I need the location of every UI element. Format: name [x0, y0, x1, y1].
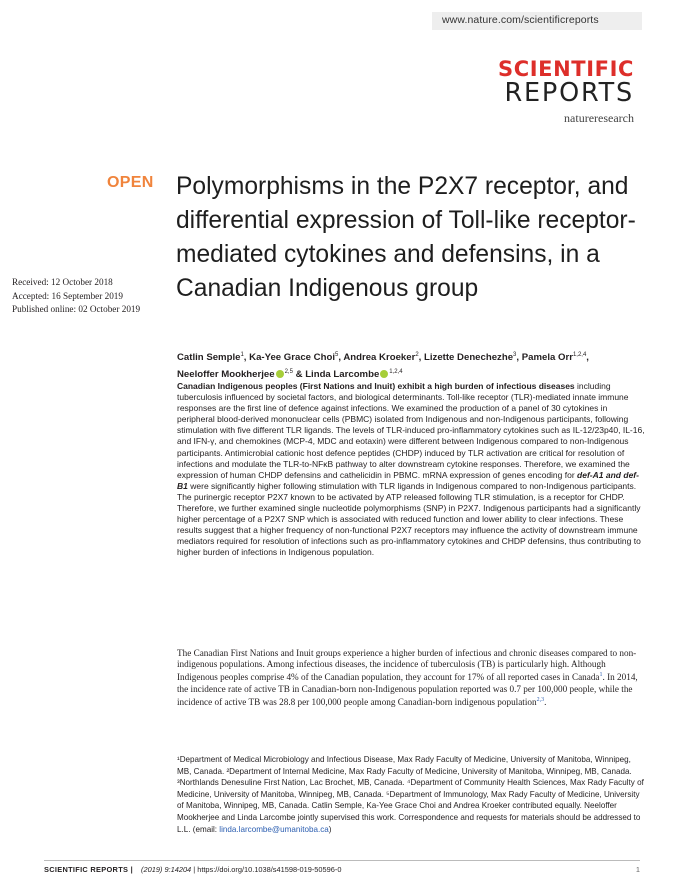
affiliation-ref: 2,5 — [284, 369, 293, 376]
author-name[interactable]: Neeloffer Mookherjee — [177, 369, 275, 381]
footer-doi[interactable]: | https://doi.org/10.1038/s41598-019-50596-0 — [193, 865, 342, 874]
author-separator: , — [418, 352, 424, 364]
author-name[interactable]: Pamela Orr — [521, 352, 573, 364]
footer-divider — [44, 860, 640, 861]
affiliation-ref: 2 — [415, 352, 419, 358]
body-paragraph — [177, 648, 647, 708]
author-separator: & — [292, 369, 306, 381]
body-text: The Canadian First Nations and Inuit groups experience a higher burden of infectious and chronic diseases compared to non-indigenous populations. Among infectious diseases, the incidence of tuberculosis (TB) is particularly high. Although Indigenous peoples comprise 4% of the Canadian population, they account for 17% of all reported cases in Canada — [177, 648, 637, 683]
abstract — [177, 381, 647, 559]
scientific-reports-logo[interactable] — [498, 58, 634, 125]
abstract-text: including tuberculosis influenced by societal factors, and biological determinants. Toll-like receptor (TLR)-mediated innate immune responses are the first line of defence against infections. We examined the production of a panel of 30 cytokines in peripheral blood-derived mononuclear cells (PBMC) isolated from Indigenous and non-Indigenous participants, following stimulation with five different TLR ligands. The levels of TLR-induced pro-inflammatory cytokines such as IL-12/23p40, IL-16, and IFN-γ, and chemokines (MCP-4, MDC and eotaxin) were different between Indigenous compared to non-Indigenous participants. Antimicrobial cationic host defence peptides (CHDP) induced by TLR activation are critical for resolution of infections and modulate the TLR-to-NFκB pathway to alter downstream cytokine responses. Therefore, we examined the expression of human CHDP defensins and cathelicidin in PBMC. mRNA expression of genes encoding for — [177, 381, 645, 480]
orcid-icon[interactable] — [380, 370, 388, 378]
author-separator: , — [586, 352, 589, 364]
received-date: Received: 12 October 2018 — [12, 277, 113, 287]
footer-journal: SCIENTIFIC REPORTS | — [44, 865, 133, 874]
abstract-text: were significantly higher following stimulation with TLR ligands in Indigenous compared to non-Indigenous participants. The purinergic receptor P2X7 known to be activated by ATP released following TLR stimulation, is a receptor for CHDP. Therefore, we further examined single nucleotide polymorphisms (SNP) in P2X7. Indigenous participants had a significantly higher percentage of a P2X7 SNP which is associated with reduced function and lower ability to clear infections. These results suggest that a higher frequency of non-functional P2X7 receptors may influence the activity of downstream immune mediators required for resolution of infections such as pro-inflammatory cytokines and CHDP defensins, thus contributing to higher burden of infections in Indigenous population. — [177, 480, 641, 558]
accepted-date: Accepted: 16 September 2019 — [12, 290, 123, 301]
url-bar — [432, 12, 642, 30]
logo-reports: REPORTS — [504, 78, 634, 108]
author-separator: , — [338, 352, 344, 364]
abstract-lead: Canadian Indigenous peoples (First Nations and Inuit) exhibit a high burden of infectious diseases — [177, 381, 575, 391]
article-dates — [12, 276, 140, 317]
published-date: Published online: 02 October 2019 — [12, 304, 141, 314]
abstract-conjunction: and — [605, 469, 621, 480]
author-name[interactable]: Linda Larcombe — [305, 369, 380, 381]
author-name[interactable]: Catlin Semple — [177, 352, 241, 364]
page-number: 1 — [635, 865, 640, 874]
affiliation-ref: 1 — [240, 352, 244, 358]
author-name[interactable]: Lizette Denechezhe — [424, 352, 514, 364]
citation-link[interactable]: 2,3 — [536, 696, 545, 703]
gene-name: def-A1 — [577, 469, 604, 480]
affiliation-ref: 1,2,4 — [572, 352, 587, 358]
affiliation-ref: 5 — [335, 352, 339, 358]
author-list — [177, 348, 647, 382]
footnote-close: ) — [328, 824, 332, 834]
email-link[interactable]: linda.larcombe@umanitoba.ca — [219, 824, 329, 834]
journal-url[interactable]: www.nature.com/scientificreports — [442, 14, 599, 26]
author-name[interactable]: Ka-Yee Grace Choi — [249, 352, 335, 364]
logo-scientific: SCIENTIFIC — [498, 57, 634, 81]
body-text: . In 2014, the incidence rate of active TB in Canadian-born non-Indigenous population reported was 0.7 per 100,000 people, while the incidence of active TB was 28.8 per 100,000 people among Canadian-born indigenous population — [177, 672, 638, 707]
author-name[interactable]: Andrea Kroeker — [343, 352, 416, 364]
page-footer — [44, 865, 640, 874]
citation-link[interactable]: 1 — [599, 672, 603, 679]
gene-name: def-B1 — [177, 469, 639, 491]
author-separator: , — [243, 352, 250, 364]
open-access-label: OPEN — [107, 174, 154, 191]
affiliation-ref: 3 — [513, 352, 517, 358]
body-text: . — [544, 696, 547, 707]
affiliation-ref: 1,2,4 — [389, 369, 403, 376]
logo-nature-research: natureresearch — [564, 111, 634, 125]
footer-citation: (2019) 9:14204 — [141, 865, 192, 874]
affiliations-footnote — [177, 754, 647, 835]
footnote-text: ¹Department of Medical Microbiology and Infectious Disease, Max Rady Faculty of Medicine, University of Manitoba, Winnipeg, MB, Canada. ²Department of Internal Medicine, Max Rady Faculty of Medicine, University of Manitoba, Winnipeg, MB, Canada. ³Northlands Denesuline First Nation, Lac Brochet, MB, Canada. ⁴Department of Community Health Sciences, Max Rady Faculty of Medicine, University of Manitoba, Winnipeg, MB, Canada. ⁵Department of Immunology, Max Rady Faculty of Medicine, University of Manitoba, Winnipeg, MB, Canada. Catlin Semple, Ka-Yee Grace Choi and Andrea Kroeker contributed equally. Neeloffer Mookherjee and Linda Larcombe jointly supervised this work. Correspondence and requests for materials should be addressed to L.L. (email: — [177, 755, 644, 834]
article-title: Polymorphisms in the P2X7 receptor, and differential expression of Toll-like receptor-mediated cytokines and defensins, in a Canadian Indigenous group — [176, 173, 636, 302]
author-separator: , — [516, 352, 522, 364]
orcid-icon[interactable] — [276, 370, 284, 378]
